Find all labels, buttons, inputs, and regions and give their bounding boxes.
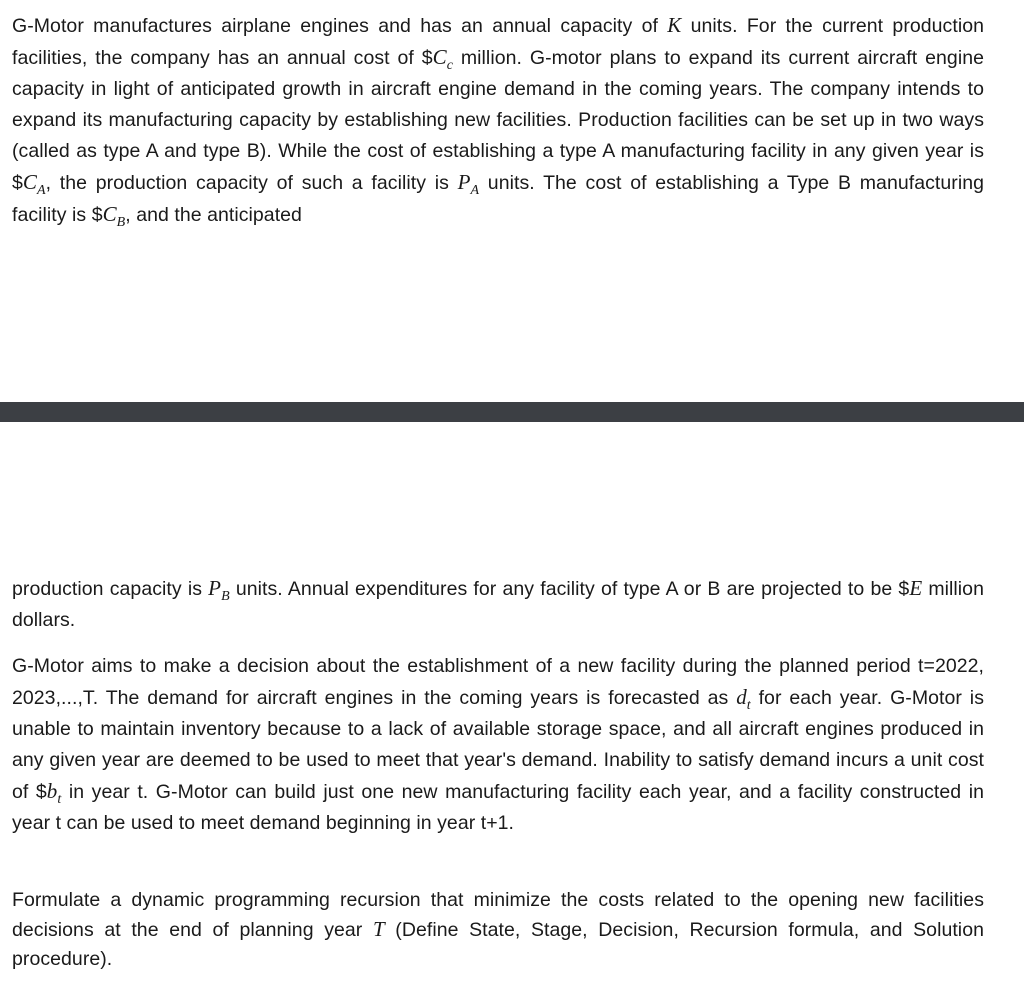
paragraph-capacity-costs: production capacity is $P_B$ units. Annual expenditures for any facility of type A or B are projected to be $E million dollars.	[12, 576, 984, 631]
paragraph-task-question: Formulate a dynamic programming recursion that minimize the costs related to the opening new facilities decisions at the end of planning year T (Define State, Stage, Decision, Recursion formula, and Solution procedure).	[12, 889, 984, 970]
paragraph-planning-period: G-Motor aims to make a decision about the establishment of a new facility during the planned period t=2022, 2023,...,T. The demand for aircraft engines in the coming years is forecasted as $d_t$ for each year. G-Motor is unable to maintain inventory because to a lack of available storage space, and all aircraft engines produced in any given year are deemed to be used to meet that year's demand. Inability to satisfy demand incurs a unit cost of $\$b_t$ in year t. G-Motor can build just one new manufacturing facility each year, and a facility constructed in year t can be used to meet demand beginning in year t+1.	[12, 655, 984, 834]
paragraph-problem-intro: G-Motor manufactures airplane engines and has an annual capacity of K units. For the current production facilities, the company has an annual cost of $\$C_c$ million. G-motor plans to expand its current aircraft engine capacity in light of anticipated growth in aircraft engine demand in the coming years. The company intends to expand its manufacturing capacity by establishing new facilities. Production facilities can be set up in two ways (called as type A and type B). While the cost of establishing a type A manufacturing facility in any given year is $\$C_A$, the production capacity of such a facility is $P_A$ units. The cost of establishing a Type B manufacturing facility is $\$C_B$, and the anticipated	[12, 13, 984, 230]
page-divider-bar	[0, 402, 1024, 422]
